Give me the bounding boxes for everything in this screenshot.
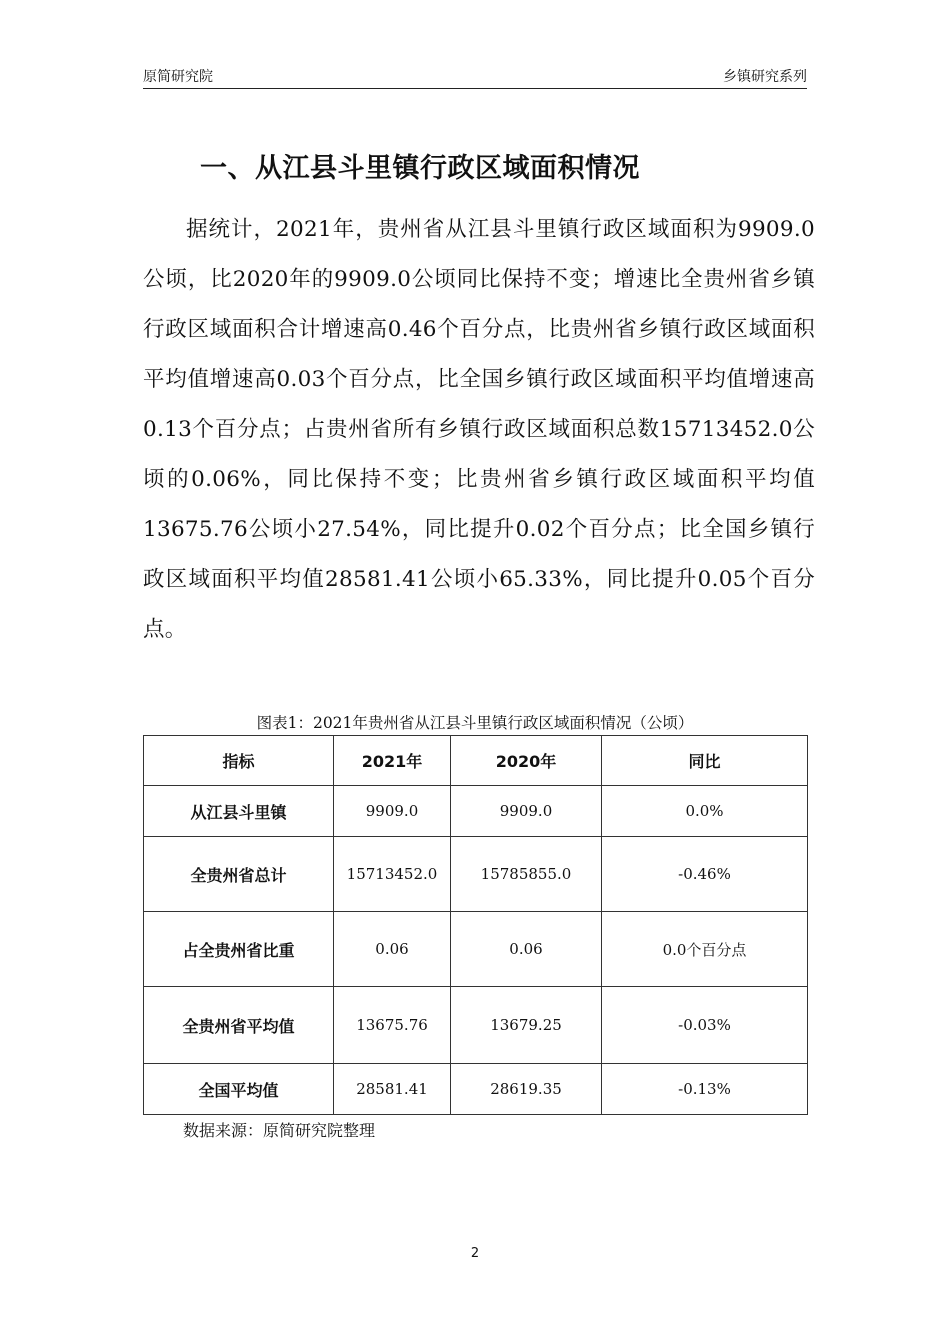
cell-2020: 15785855.0 <box>451 837 602 912</box>
table-caption: 图表1：2021年贵州省从江县斗里镇行政区域面积情况（公顷） <box>256 714 694 732</box>
table-row <box>144 1064 808 1115</box>
header-cell-2021: 2021年 <box>334 736 451 786</box>
table-row <box>144 987 808 1064</box>
area-table <box>143 735 808 1115</box>
cell-yoy: 0.0个百分点 <box>602 912 808 987</box>
cell-2020: 13679.25 <box>451 987 602 1064</box>
cell-2020: 9909.0 <box>451 786 602 837</box>
cell-yoy: -0.03% <box>602 987 808 1064</box>
row-label: 全贵州省总计 <box>144 837 334 912</box>
table-row <box>144 837 808 912</box>
table-header-row <box>144 736 808 786</box>
cell-2021: 0.06 <box>334 912 451 987</box>
body-paragraph: 据统计，2021年，贵州省从江县斗里镇行政区域面积为9909.0公顷，比2020年的9909.0公顷同比保持不变；增速比全贵州省乡镇行政区域面积合计增速高0.46个百分点，比贵州省乡镇行政区域面积平均值增速高0.03个百分点，比全国乡镇行政区域面积平均值增速高0.13个百分点；占贵州省所有乡镇行政区域面积总数15713452.0公顷的0.06%，同比保持不变；比贵州省乡镇行政区域面积平均值13675.76公顷小27.54%，同比提升0.02个百分点；比全国乡镇行政区域面积平均值28581.41公顷小65.33%，同比提升0.05个百分点。 <box>143 217 815 642</box>
row-label: 全国平均值 <box>144 1064 334 1115</box>
cell-yoy: -0.13% <box>602 1064 808 1115</box>
cell-2021: 9909.0 <box>334 786 451 837</box>
cell-2020: 28619.35 <box>451 1064 602 1115</box>
header-publisher: 原简研究院 <box>143 69 213 85</box>
cell-2021: 15713452.0 <box>334 837 451 912</box>
page-header <box>143 66 807 89</box>
table-row <box>144 786 808 837</box>
table-row <box>144 912 808 987</box>
header-cell-2020: 2020年 <box>451 736 602 786</box>
row-label: 占全贵州省比重 <box>144 912 334 987</box>
row-label: 全贵州省平均值 <box>144 987 334 1064</box>
cell-yoy: -0.46% <box>602 837 808 912</box>
cell-2021: 13675.76 <box>334 987 451 1064</box>
cell-2021: 28581.41 <box>334 1064 451 1115</box>
section-title: 一、从江县斗里镇行政区域面积情况 <box>200 153 640 184</box>
cell-yoy: 0.0% <box>602 786 808 837</box>
page-number: 2 <box>470 1246 480 1261</box>
cell-2020: 0.06 <box>451 912 602 987</box>
header-series: 乡镇研究系列 <box>723 69 807 85</box>
header-cell-indicator: 指标 <box>144 736 334 786</box>
row-label: 从江县斗里镇 <box>144 786 334 837</box>
header-cell-yoy: 同比 <box>602 736 808 786</box>
data-source-note: 数据来源：原简研究院整理 <box>183 1121 376 1140</box>
